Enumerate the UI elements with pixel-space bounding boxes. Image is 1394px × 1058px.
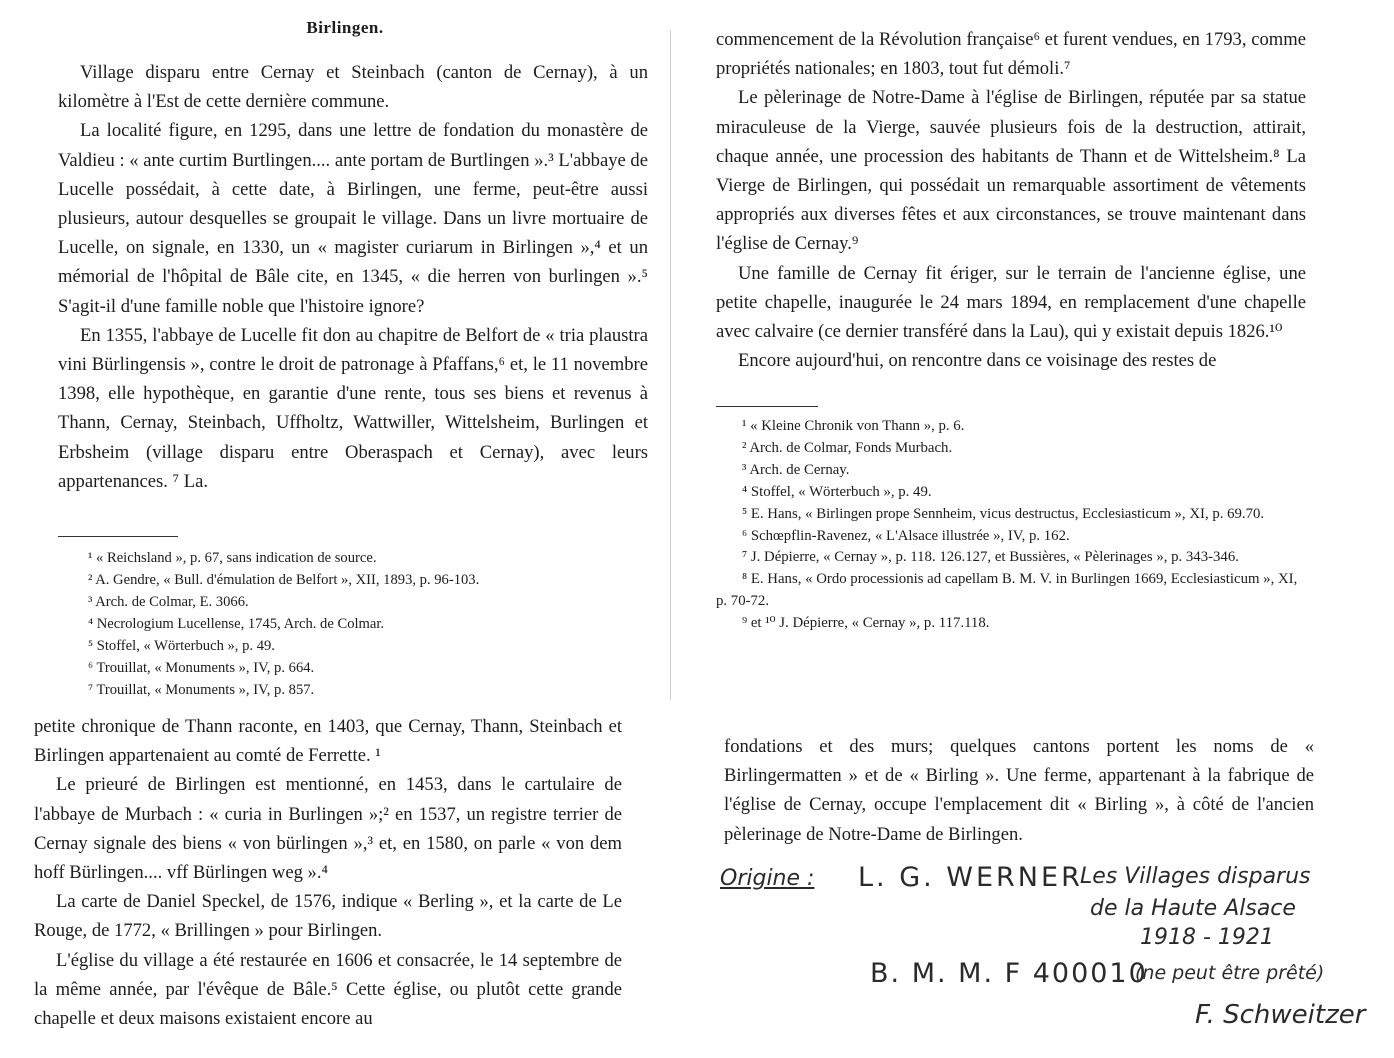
- footnote: ⁵ Stoffel, « Wörterbuch », p. 49.: [88, 638, 275, 654]
- handwritten-book-title-2: de la Haute Alsace: [1090, 896, 1296, 921]
- handwritten-note: (ne peut être prêté): [1135, 962, 1325, 984]
- paragraph: Le prieuré de Birlingen est mentionné, en 1453, dans le cartulaire de l'abbaye de Murbach : « curia in Burlingen »;² en 1537, un registre terrier de Cernay signale des biens « von bürlingen »,³ et, en 1580, on parle « von dem hoff Bürlingen.... vff Bürlingen weg ».⁴: [34, 774, 622, 884]
- page-fold-line: [670, 30, 671, 700]
- footnote: ⁹ et ¹⁰ J. Dépierre, « Cernay », p. 117.118.: [742, 615, 990, 632]
- right-top-text: [716, 25, 1306, 375]
- footnote: ³ Arch. de Cernay.: [742, 461, 850, 478]
- handwritten-book-title-1: Les Villages disparus: [1080, 864, 1311, 889]
- footnote: ¹ « Reichsland », p. 67, sans indication de source.: [88, 550, 377, 566]
- paragraph: Une famille de Cernay fit ériger, sur le terrain de l'ancienne église, une petite chapelle, inaugurée le 24 mars 1894, en remplacement d'une chapelle avec calvaire (ce dernier transféré dans la Lau), qui y existait depuis 1826.¹⁰: [716, 262, 1306, 343]
- footnote: ⁶ Trouillat, « Monuments », IV, p. 664.: [88, 660, 315, 676]
- paragraph: petite chronique de Thann raconte, en 1403, que Cernay, Thann, Steinbach et Birlingen appartenaient au comté de Ferrette. ¹: [34, 716, 622, 767]
- handwritten-author: L. G. WERNER: [858, 862, 1083, 893]
- paragraph: L'église du village a été restaurée en 1606 et consacrée, le 14 septembre de la même année, par l'évêque de Bâle.⁵ Cette église, ou plutôt cette grande chapelle et deux maisons existaient encore au: [34, 949, 622, 1030]
- footnote: ⁴ Stoffel, « Wörterbuch », p. 49.: [742, 483, 932, 500]
- paragraph: fondations et des murs; quelques cantons portent les noms de « Birlingermatten » et de « Birling ». Une ferme, appartenant à la fabrique de l'église de Cernay, occupe l'emplacement dit « Birling », à côté de l'ancien pèlerinage de Notre-Dame de Birlingen.: [724, 736, 1314, 845]
- handwritten-origine: Origine :: [720, 866, 815, 891]
- footnote: ⁸ E. Hans, « Ordo processionis ad capellam B. M. V. in Burlingen 1669, Ecclesiasticum », XI, p. 70-72.: [716, 571, 1298, 610]
- paragraph: La carte de Daniel Speckel, de 1576, indique « Berling », et la carte de Le Rouge, de 1772, « Brillingen » pour Birlingen.: [34, 891, 622, 942]
- footnote-rule: [58, 536, 178, 537]
- paragraph: La localité figure, en 1295, dans une lettre de fondation du monastère de Valdieu : « ante curtim Burtlingen.... ante portam de Burtlingen ».³ L'abbaye de Lucelle possédait, à cette date, à Birlingen, une ferme, peut-être aussi plusieurs, autour desquelles se groupait le village. Dans un livre mortuaire de Lucelle, on signale, en 1330, un « magister curiarum in Birlingen »,⁴ et un mémorial de l'hôpital de Bâle cite, en 1345, « die herren von burlingen ».⁵ S'agit-il d'une famille noble que l'histoire ignore?: [58, 120, 648, 317]
- paragraph: Village disparu entre Cernay et Steinbach (canton de Cernay), à un kilomètre à l'Est de cette dernière commune.: [58, 62, 648, 113]
- left-top-footnotes: [88, 547, 648, 701]
- left-top-text: [58, 58, 648, 496]
- footnote: ¹ « Kleine Chronik von Thann », p. 6.: [742, 418, 965, 434]
- footnote: ² A. Gendre, « Bull. d'émulation de Belfort », XII, 1893, p. 96-103.: [88, 572, 480, 588]
- right-bottom-text: [724, 732, 1314, 849]
- paragraph: En 1355, l'abbaye de Lucelle fit don au chapitre de Belfort de « tria plaustra vini Bürlingensis », contre le droit de patronage à Pfaffans,⁶ et, le 11 novembre 1398, elle hypothèque, en garantie d'une rente, tous ses biens et revenus à Thann, Cernay, Steinbach, Uffholtz, Wattwiller, Wittelsheim, Burlingen et Erbsheim (village disparu entre Oberaspach et Cernay), avec leurs appartenances. ⁷ La.: [58, 324, 648, 492]
- handwritten-signature: F. Schweitzer: [1195, 1000, 1366, 1030]
- handwritten-reference: B. M. M. F 400010: [870, 958, 1148, 989]
- paragraph: Le pèlerinage de Notre-Dame à l'église de Birlingen, réputée par sa statue miraculeuse de la Vierge, sauvée plusieurs fois de la destruction, attirait, chaque année, une procession des habitants de Thann et de Wittelsheim.⁸ La Vierge de Birlingen, qui possédait un remarquable assortiment de vêtements appropriés aux diverses fêtes et aux circonstances, se trouve maintenant dans l'église de Cernay.⁹: [716, 87, 1306, 255]
- right-top-footnotes: [716, 416, 1308, 635]
- footnote: ⁷ J. Dépierre, « Cernay », p. 118. 126.127, et Bussières, « Pèlerinages », p. 343-346.: [742, 549, 1239, 566]
- paragraph: commencement de la Révolution française⁶ et furent vendues, en 1793, comme propriétés nationales; en 1803, tout fut démoli.⁷: [716, 29, 1306, 80]
- footnote: ³ Arch. de Colmar, E. 3066.: [88, 594, 249, 610]
- left-bottom-text: [34, 712, 622, 1033]
- footnote: ⁶ Schœpflin-Ravenez, « L'Alsace illustrée », IV, p. 162.: [742, 527, 1070, 544]
- paragraph: Encore aujourd'hui, on rencontre dans ce voisinage des restes de: [738, 350, 1217, 372]
- page-title: Birlingen.: [306, 18, 384, 37]
- footnote: ⁵ E. Hans, « Birlingen prope Sennheim, vicus destructus, Ecclesiasticum », XI, p. 69.70.: [742, 505, 1265, 522]
- handwritten-years: 1918 - 1921: [1140, 925, 1274, 950]
- footnote: ⁷ Trouillat, « Monuments », IV, p. 857.: [88, 682, 315, 698]
- footnote: ⁴ Necrologium Lucellense, 1745, Arch. de Colmar.: [88, 616, 385, 632]
- footnote-rule: [716, 406, 818, 407]
- footnote: ² Arch. de Colmar, Fonds Murbach.: [742, 439, 953, 456]
